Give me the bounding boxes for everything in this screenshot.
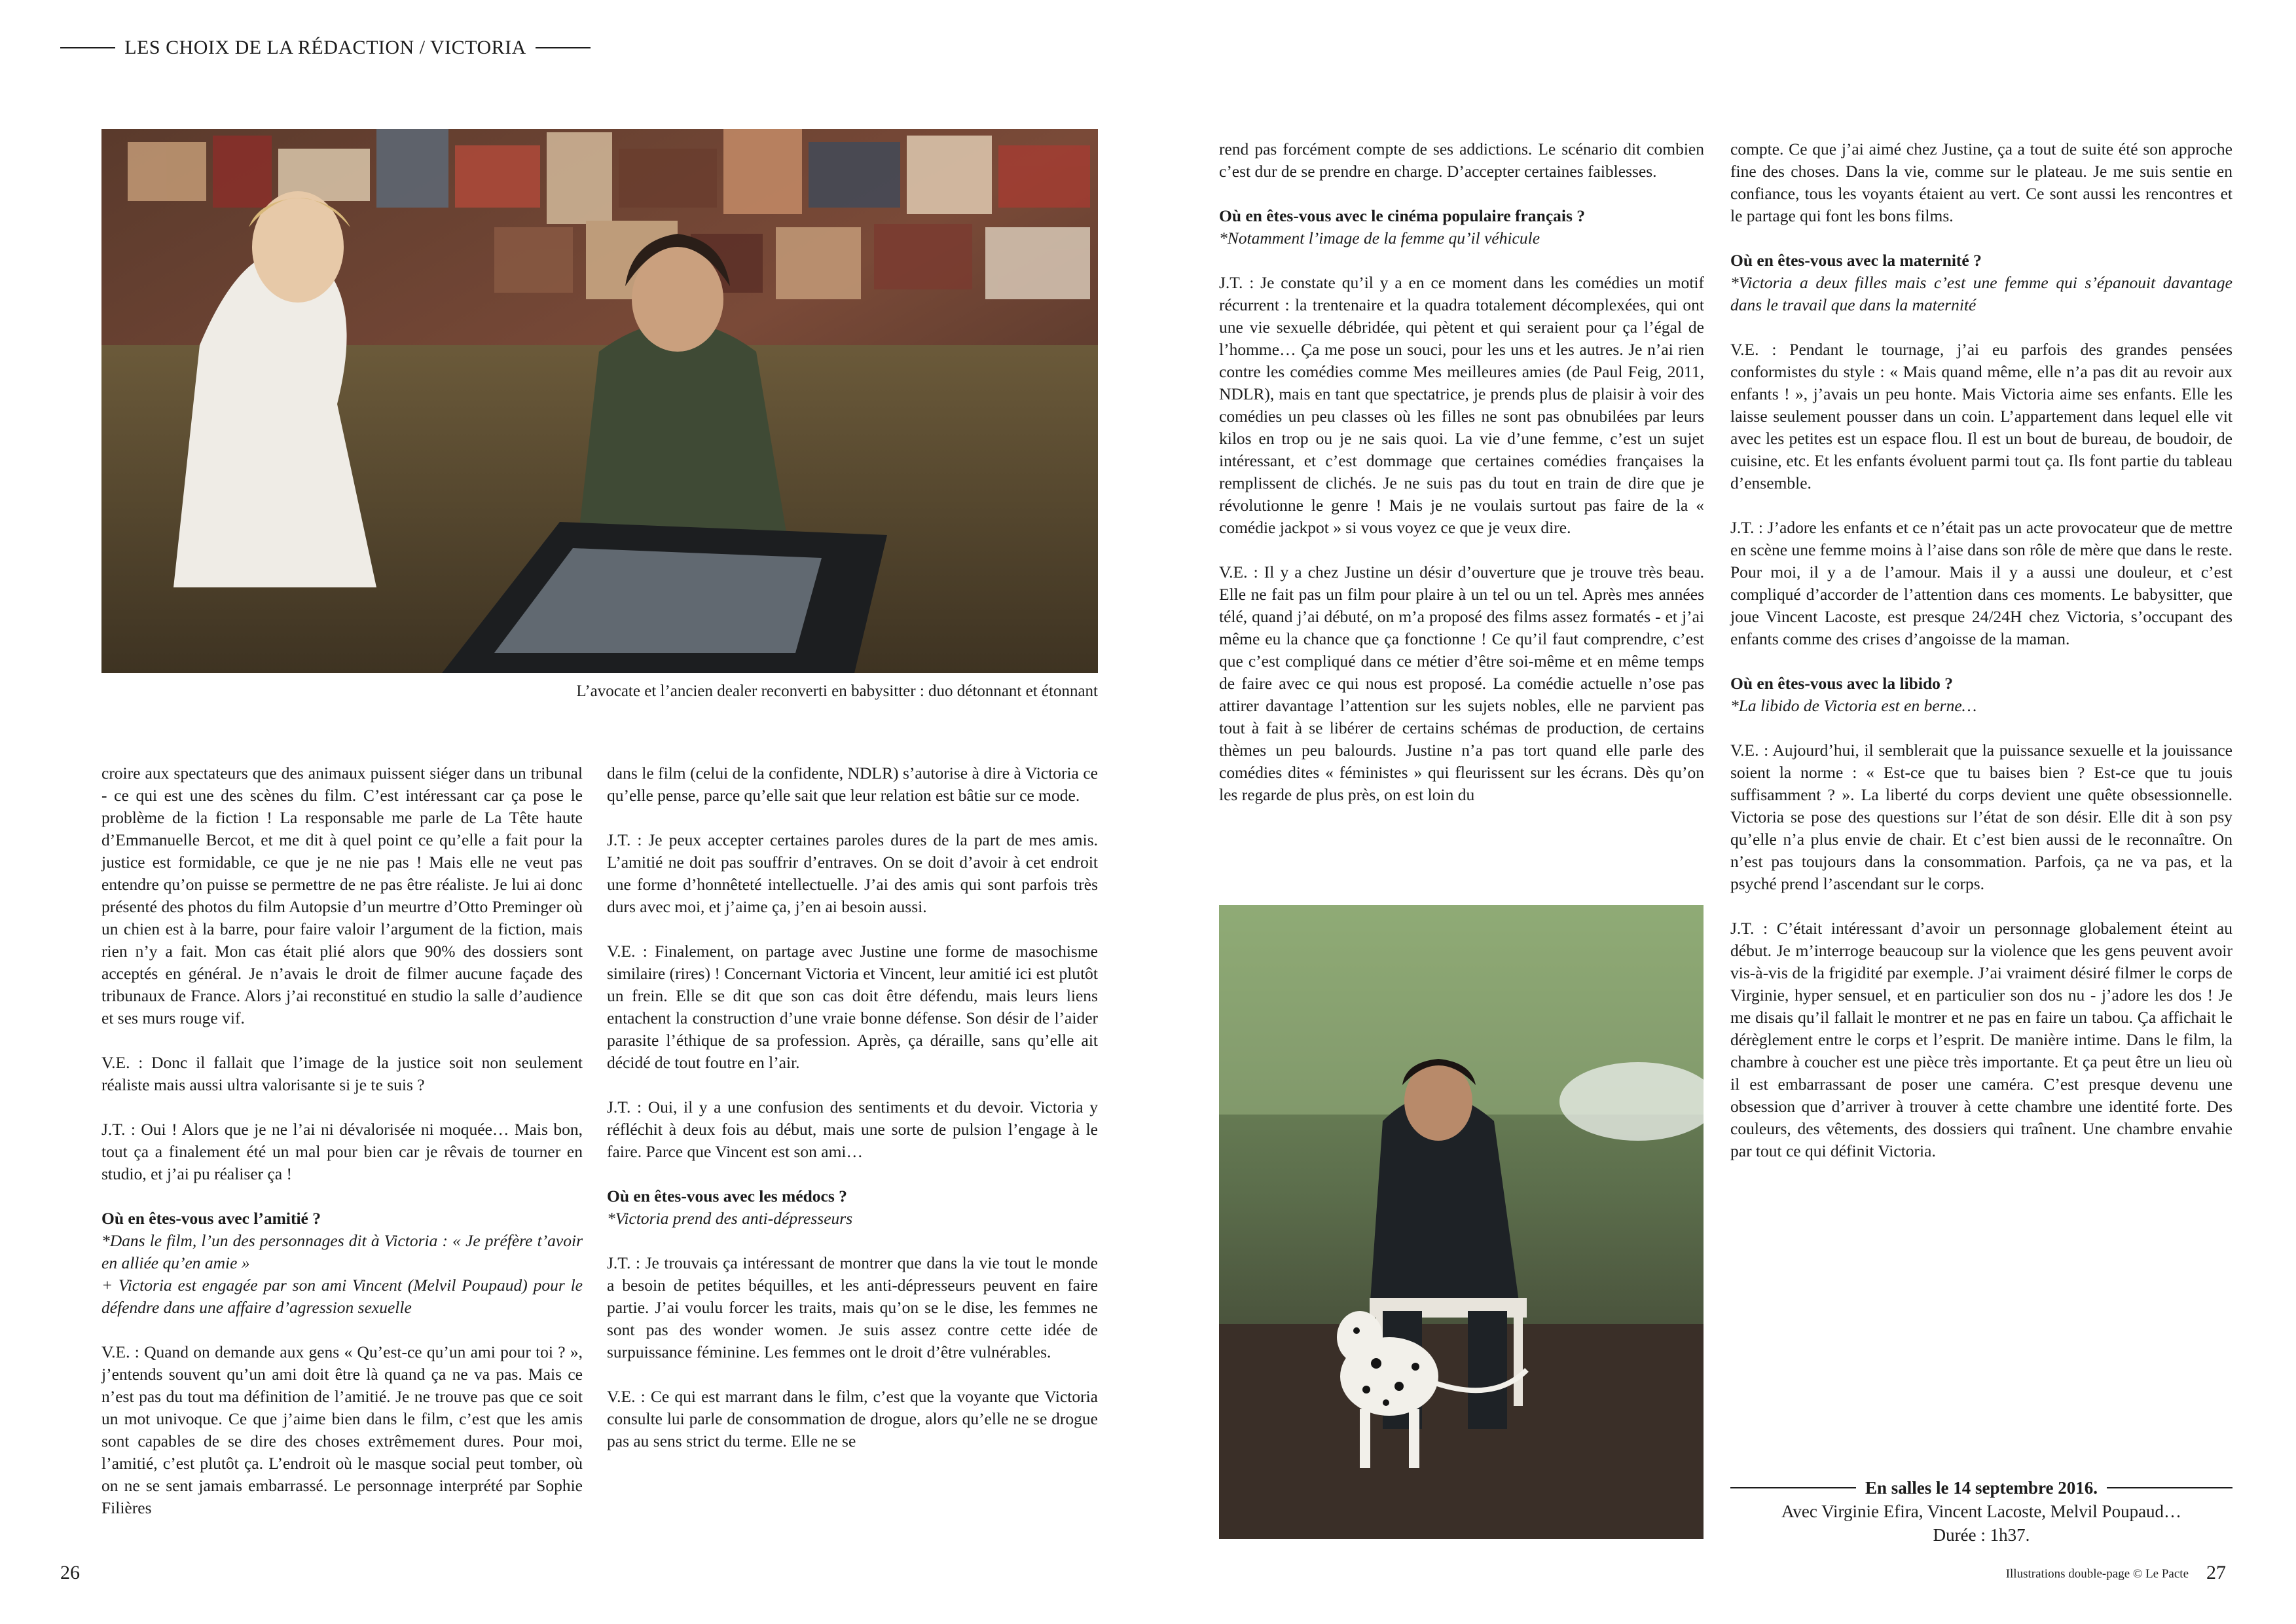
paragraph: J.T. : Oui ! Alors que je ne l’ai ni dévalorisée ni moquée… Mais bon, tout ça a finalement été un mal pour bien car je rêvais de tourner en studio, et j’ai pu réaliser ça ! (101, 1120, 583, 1183)
paragraph: croire aux spectateurs que des animaux puissent siéger dans un tribunal - ce qui est une des scènes du film. C’est intéressant car ça pose le problème de la fiction ! La responsable me parle de La Tête haute d’Emmanuelle Bercot, et me dit à quel point ce qu’elle a fait pour la justice est formidable, ce que je ne nie pas ! Mais elle ne veut pas entendre qu’on puisse se permettre de ne pas être réaliste. Je lui ai donc présenté des photos du film Autopsie d’un meurtre d’Otto Preminger où un chien est à la barre, pour faire valoir l’argument de la fiction, mais rien n’y a fait. Mon cas était plié alors que 90% des dossiers sont acceptés en général. Je n’avais le droit de filmer aucune façade des tribunaux de France. Alors j’ai reconstitué en studio la salle d’audience et ses murs rouge vif. (101, 764, 583, 1027)
paragraph: V.E. : Quand on demande aux gens « Qu’est-ce qu’un ami pour toi ? », j’entends souvent qu’un ami doit être là quand ça ne va pas. Mais ce n’est pas du tout ma définition de l’amitié. Je ne trouve pas que ce soit un mot univoque. Ce que j’aime bien dans le film, c’est que les amis sont capables de se dire des choses extrêmement dures. Pour moi, l’amitié, c’est plutôt ça. L’endroit où le masque social peut tomber, où on ne se sent jamais embarrassé. Le personnage interprété par Sophie Filières (101, 1342, 583, 1517)
paragraph: J.T. : Je peux accepter certaines paroles dures de la part de mes amis. L’amitié ne doit pas souffrir d’entraves. On se doit d’avoir à cet endroit une forme d’honnêteté intellectuelle. J’ai des amis qui sont parfois très durs avec moi, et j’aime ça, j’en ai besoin aussi. (607, 830, 1098, 916)
question-lead: *Victoria a deux filles mais c’est une femme qui s’épanouit davantage dans le travail que dans la maternité (1730, 273, 2232, 314)
release-date: En salles le 14 septembre 2016. (1865, 1478, 2098, 1498)
question-lead (101, 1230, 583, 1319)
column-4 (1730, 138, 2232, 1162)
question-lead: *La libido de Victoria est en berne… (1730, 696, 1977, 715)
page-number-right: 27 (2206, 1562, 2226, 1583)
lead-line: + Victoria est engagée par son ami Vincent (Melvil Poupaud) pour le défendre dans une affaire d’agression sexuelle (101, 1276, 583, 1317)
paragraph: V.E. : Aujourd’hui, il semblerait que la puissance sexuelle et la jouissance soient la norme : « Est-ce que tu baises bien ? Est-ce que tu jouis suffisamment ? ». La liberté du corps devient une quête obsessionnelle. Victoria se pose des questions sur l’état de son désir. Elle dit à son psy qu’elle n’a plus envie de chair. Et c’est bien aussi de le reconnaître. On n’est pas toujours dans la consommation. Parfois, ça ne va pas, et la psyché prend l’ascendant sur le corps. (1730, 741, 2232, 893)
paragraph: compte. Ce que j’ai aimé chez Justine, ça a tout de suite été son approche fine des choses. Dans la vie, comme sur le plateau. Je me suis sentie en confiance, tous les voyants étaient au vert. Ce sont aussi les rencontres et le partage qui font les bons films. (1730, 139, 2232, 225)
release-cast: Avec Virginie Efira, Vincent Lacoste, Melvil Poupaud… (1781, 1502, 2182, 1521)
paragraph: J.T. : J’adore les enfants et ce n’était pas un acte provocateur que de mettre en scène une femme moins à l’aise dans son rôle de mère que dans le reste. Pour moi, il y a de l’amour. Mais il y a aussi une douleur, et c’est compliqué d’accorder de l’attention dans ces moments. Le babysitter, que joue Vincent Lacoste, est presque 24/24H chez Victoria, s’occupant des enfants comme des crises d’angoisse de la maman. (1730, 518, 2232, 648)
question-heading: Où en êtes-vous avec la maternité ? (1730, 251, 1982, 270)
paragraph: dans le film (celui de la confidente, NDLR) s’autorise à dire à Victoria ce qu’elle pense, parce qu’elle sait que leur relation est bâtie sur ce mode. (607, 764, 1098, 805)
paragraph: V.E. : Finalement, on partage avec Justine une forme de masochisme similaire (rires) ! Concernant Victoria et Vincent, leur amitié ici est plutôt un frein. Elle se dit que son cas doit être défendu, mais leurs liens entachent la construction d’une vraie bonne défense. Son désir de l’aider parasite l’éthique de sa profession. Après, ça déraille, sans qu’elle ait décidé de tout foutre en l’air. (607, 942, 1098, 1072)
paragraph: J.T. : C’était intéressant d’avoir un personnage globalement éteint au début. Je m’interroge beaucoup sur la violence que les gens peuvent avoir vis-à-vis de la frigidité par exemple. J’ai vraiment désiré filmer le corps de Virginie, hyper sensuel, et en particulier son dos nu - j’adore les dos ! Je me disais qu’il fallait le montrer et ne pas en faire un tabou. Ça affichait le dérèglement entre le corps et l’esprit. De manière intime. Dans le film, la chambre à coucher est une pièce très importante. Et ça peut être un lieu où il est embarrassant de poser une caméra. C’est presque devenu une obsession que d’arriver à trouver à cette chambre une identité forte. Des couleurs, des vêtements, des dossiers qui traînent. Une chambre envahie par tout ce qui définit Victoria. (1730, 919, 2232, 1160)
photo-credit: Illustrations double-page © Le Pacte (2005, 1567, 2189, 1581)
question-heading: Où en êtes-vous avec le cinéma populaire français ? (1219, 206, 1586, 225)
column-3 (1219, 138, 1704, 806)
section-header (60, 37, 591, 59)
release-title-row (1730, 1476, 2232, 1500)
paragraph: V.E. : Pendant le tournage, j’ai eu parfois des grandes pensées conformistes du style : « Mais quand même, elle n’a pas dit au revoir aux enfants ! », j’avais un peu honte. Mais Victoria aime ses enfants. Elle les laisse seulement pousser dans un coin. L’appartement dans lequel elle vit avec les petites est un espace flou. Il est un bout de bureau, de boudoir, de cuisine, etc. Et les enfants évoluent parmi tout ça. Ils font partie du tableau d’ensemble. (1730, 340, 2232, 492)
film-still-bottom (1219, 905, 1704, 1539)
film-still-top (101, 129, 1098, 673)
paragraph: rend pas forcément compte de ses addictions. Le scénario dit combien c’est dur de se prendre en charge. D’accepter certaines faiblesses. (1219, 139, 1704, 181)
column-1 (101, 762, 583, 1519)
release-rule-left (1730, 1487, 1856, 1488)
column-2 (607, 762, 1098, 1452)
question-heading: Où en êtes-vous avec l’amitié ? (101, 1209, 321, 1228)
paragraph: J.T. : Je trouvais ça intéressant de montrer que dans la vie tout le monde a besoin de petites béquilles, et les anti-dépresseurs peuvent en faire partie. J’ai voulu forcer les traits, mais qu’on se le dise, les femmes ne sont pas des wonder women. Je suis assez contre cette idée de surpuissance féminine. Les femmes ont le droit d’être vulnérables. (607, 1253, 1098, 1361)
paragraph: J.T. : Oui, il y a une confusion des sentiments et du devoir. Victoria y réfléchit à deux fois au début, mais une sorte de pulsion l’engage à le faire. Parce que Vincent est son ami… (607, 1098, 1098, 1161)
question-lead: *Notamment l’image de la femme qu’il véhicule (1219, 229, 1540, 248)
release-duration: Durée : 1h37. (1933, 1525, 2030, 1545)
page-number-left: 26 (60, 1562, 80, 1583)
question-heading: Où en êtes-vous avec la libido ? (1730, 674, 1954, 693)
paragraph: V.E. : Donc il fallait que l’image de la justice soit non seulement réaliste mais aussi ultra valorisante si je te suis ? (101, 1053, 583, 1094)
section-title: LES CHOIX DE LA RÉDACTION / VICTORIA (124, 37, 526, 58)
question-lead: *Victoria prend des anti-dépresseurs (607, 1209, 853, 1228)
question-heading: Où en êtes-vous avec les médocs ? (607, 1187, 847, 1206)
release-rule-right (2107, 1487, 2232, 1488)
header-rule-right (536, 47, 591, 48)
paragraph: J.T. : Je constate qu’il y a en ce moment dans les comédies un motif récurrent : la trentenaire et la quadra totalement décomplexées, qui ont une vie sexuelle débridée, qui pètent et qui seraient pour ça l’égal de l’homme… Ça me pose un souci, pour les uns et les autres. Je n’ai rien contre les comédies comme Mes meilleures amies (de Paul Feig, 2011, NDLR), mais en tant que spectatrice, je prends plus de plaisir à voir des comédies un peu classes où les filles ne sont pas obnubilées par leurs kilos en trop ou je ne sais quoi. La vie d’une femme, c’est un sujet intéressant, et c’est dommage que certaines comédies françaises la remplissent de clichés. Je ne suis pas du tout en train de dire que je révolutionne le genre ! Mais je ne voulais surtout pas faire de la « comédie jackpot » si vous voyez ce que je veux dire. (1219, 273, 1704, 537)
paragraph: V.E. : Il y a chez Justine un désir d’ouverture que je trouve très beau. Elle ne fait pas un film pour plaire à un tel ou un tel. Après mes années télé, quand j’ai débuté, on m’a proposé des films assez formatés - et j’ai même eu la chance que ça fonctionne ! Ce qu’il faut comprendre, c’est que c’est compliqué dans ce métier d’être soi-même et en même temps de faire avec ce qui nous est proposé. La comédie actuelle n’ose pas attirer davantage l’attention sur les sujets nobles, elle ne parvient pas tout à fait à se libérer de certains schémas de production, de certains thèmes un peu balourds. Justine n’a pas tort quand elle parle des comédies dites « féministes » qui fleurissent sur les écrans. Dès qu’on les regarde de plus près, on est loin du (1219, 563, 1704, 804)
photo-caption: L’avocate et l’ancien dealer reconverti en babysitter : duo détonnant et étonnant (576, 682, 1098, 700)
header-rule-left (60, 47, 115, 48)
release-info (1730, 1476, 2232, 1547)
lead-line: *Dans le film, l’un des personnages dit à Victoria : « Je préfère t’avoir en alliée qu’en amie » (101, 1231, 583, 1272)
paragraph: V.E. : Ce qui est marrant dans le film, c’est que la voyante que Victoria consulte lui parle de consommation de drogue, alors qu’elle ne se drogue pas au sens strict du terme. Elle ne se (607, 1387, 1098, 1450)
